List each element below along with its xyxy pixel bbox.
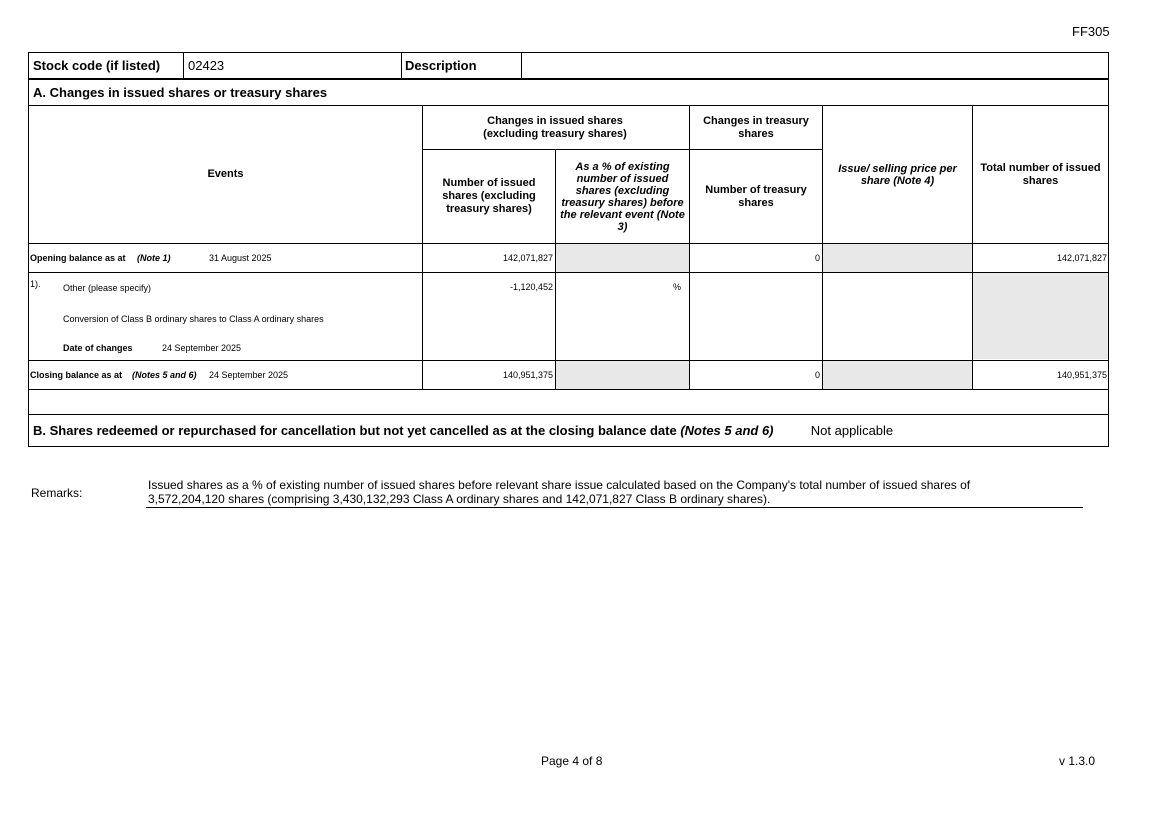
closing-num-treasury: 0: [814, 370, 820, 380]
section-a-title: A. Changes in issued shares or treasury shares: [33, 85, 328, 100]
event1-date: 24 September 2025: [162, 343, 242, 353]
event1-pct: %: [672, 282, 681, 292]
col-num-treasury-header: Number of treasury shares: [705, 183, 807, 209]
remarks-line2: 3,572,204,120 shares (comprising 3,430,132,293 Class A ordinary shares and 142,071,827 Class B ordinary shares).: [148, 492, 771, 506]
opening-label: Opening balance as at: [30, 253, 126, 263]
opening-num-issued: 142,071,827: [502, 253, 553, 263]
remarks-label: Remarks:: [31, 486, 83, 500]
col-pct-header: As a % of existing number of issued shares (excluding treasury shares) before the relevant event (Note 3): [560, 160, 685, 233]
closing-num-issued: 140,951,375: [502, 370, 553, 380]
closing-total: 140,951,375: [1056, 370, 1107, 380]
section-b-title: B. Shares redeemed or repurchased for cancellation but not yet cancelled as at the closing balance date: [33, 423, 677, 438]
opening-num-treasury: 0: [814, 253, 820, 263]
version: v 1.3.0: [1059, 754, 1096, 768]
closing-note: (Notes 5 and 6): [132, 370, 197, 380]
opening-pct-shade: [556, 244, 689, 272]
col-events-header: Events: [207, 168, 244, 180]
col-num-issued-header: Number of issued shares (excluding treasury shares): [442, 177, 536, 215]
form-code: FF305: [1072, 24, 1110, 39]
event1-date-label: Date of changes: [63, 343, 133, 353]
section-b-note: (Notes 5 and 6): [680, 423, 774, 438]
page-number: Page 4 of 8: [541, 754, 603, 768]
event1-index: 1).: [30, 279, 41, 289]
group-issued-header: Changes in issued shares (excluding treasury shares): [483, 114, 627, 140]
opening-date: 31 August 2025: [209, 253, 272, 263]
col-total-header: Total number of issued shares: [980, 161, 1101, 187]
remarks-text: [148, 478, 1083, 506]
remarks-line1: Issued shares as a % of existing number of issued shares before relevant share issue calculated based on the Company's total number of issued shares of: [148, 478, 971, 492]
closing-price-shade: [823, 361, 972, 389]
opening-total: 142,071,827: [1056, 253, 1107, 263]
group-treasury-header: Changes in treasury shares: [703, 114, 809, 140]
remarks-underline: [146, 507, 1083, 508]
opening-price-shade: [823, 244, 972, 272]
event1-type: Other (please specify): [63, 283, 152, 293]
stock-code-label: Stock code (if listed): [33, 58, 161, 73]
col-price-header: Issue/ selling price per share (Note 4): [838, 162, 957, 187]
section-b-value: Not applicable: [810, 423, 894, 438]
event1-num-issued: -1,120,452: [509, 282, 553, 292]
closing-pct-shade: [556, 361, 689, 389]
opening-note: (Note 1): [137, 253, 171, 263]
closing-label: Closing balance as at: [30, 370, 123, 380]
description-label: Description: [405, 58, 477, 73]
stock-code-value: 02423: [188, 58, 225, 73]
event1-description: Conversion of Class B ordinary shares to Class A ordinary shares: [63, 314, 324, 324]
closing-date: 24 September 2025: [209, 370, 289, 380]
event1-total-shade: [973, 273, 1108, 359]
